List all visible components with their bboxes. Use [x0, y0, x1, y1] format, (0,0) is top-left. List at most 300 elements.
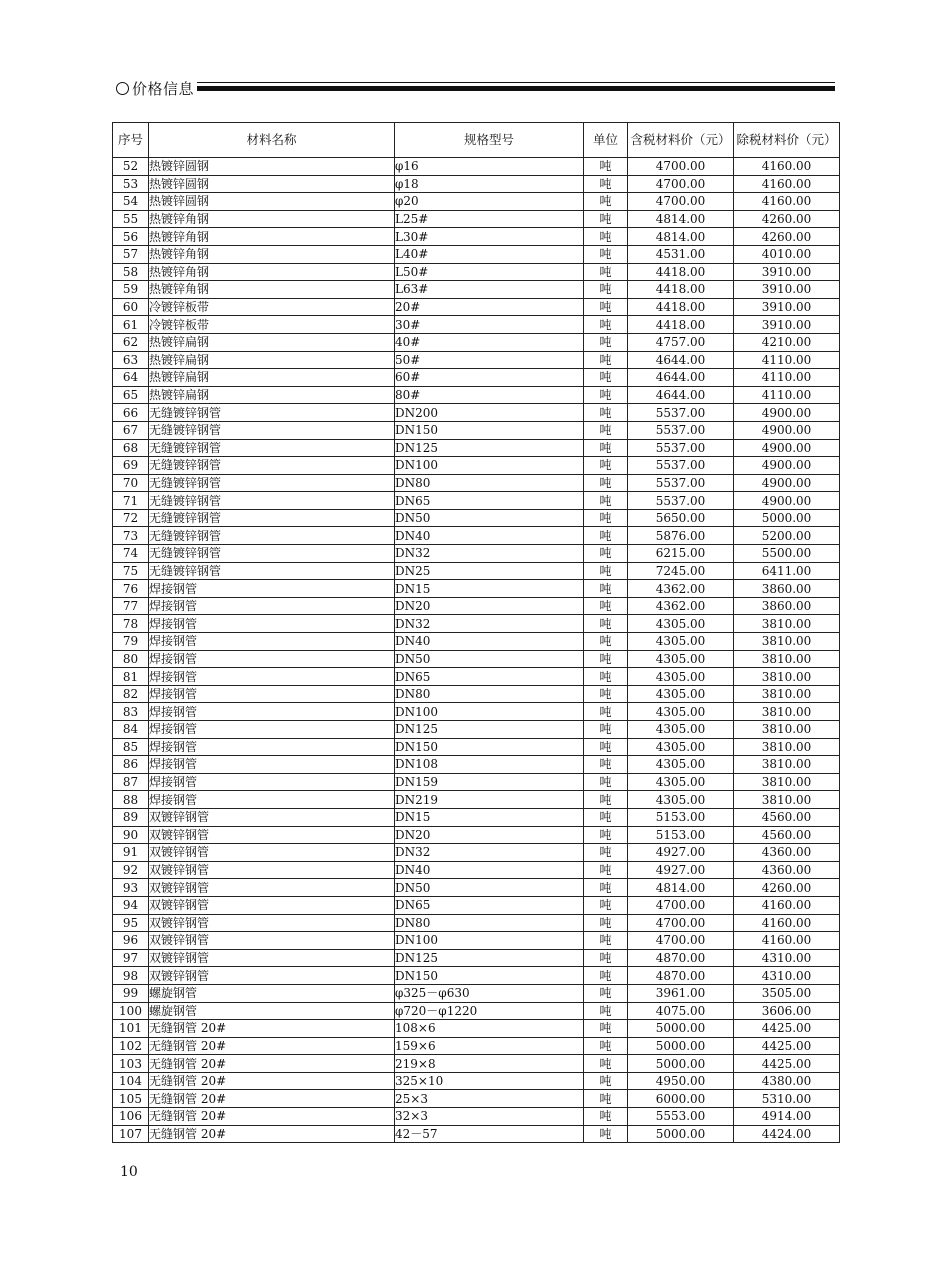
row-index: 84 — [113, 721, 149, 739]
price-tax-incl: 6000.00 — [628, 1090, 734, 1108]
table-row — [113, 228, 840, 246]
material-name: 无缝镀锌钢管 — [149, 562, 395, 580]
unit: 吨 — [584, 457, 628, 475]
material-name: 双镀锌钢管 — [149, 861, 395, 879]
row-index: 77 — [113, 597, 149, 615]
spec-model: 20# — [395, 298, 584, 316]
row-index: 55 — [113, 210, 149, 228]
price-tax-incl: 5153.00 — [628, 826, 734, 844]
unit: 吨 — [584, 158, 628, 176]
table-row — [113, 1037, 840, 1055]
price-tax-excl: 4110.00 — [734, 369, 840, 387]
table-row — [113, 949, 840, 967]
price-tax-excl: 5500.00 — [734, 545, 840, 563]
spec-model: DN20 — [395, 826, 584, 844]
unit: 吨 — [584, 861, 628, 879]
row-index: 98 — [113, 967, 149, 985]
spec-model: L63# — [395, 281, 584, 299]
material-name: 热镀锌角钢 — [149, 245, 395, 263]
table-row — [113, 333, 840, 351]
price-tax-excl: 3810.00 — [734, 668, 840, 686]
price-tax-incl: 5000.00 — [628, 1055, 734, 1073]
table-row — [113, 1090, 840, 1108]
unit: 吨 — [584, 545, 628, 563]
table-row — [113, 210, 840, 228]
price-tax-incl: 4305.00 — [628, 650, 734, 668]
material-name: 焊接钢管 — [149, 703, 395, 721]
unit: 吨 — [584, 263, 628, 281]
material-name: 螺旋钢管 — [149, 1002, 395, 1020]
row-index: 99 — [113, 984, 149, 1002]
row-index: 85 — [113, 738, 149, 756]
material-name: 焊接钢管 — [149, 615, 395, 633]
spec-model: φ16 — [395, 158, 584, 176]
unit: 吨 — [584, 967, 628, 985]
unit: 吨 — [584, 703, 628, 721]
table-row — [113, 844, 840, 862]
unit: 吨 — [584, 298, 628, 316]
price-tax-incl: 4305.00 — [628, 721, 734, 739]
unit: 吨 — [584, 615, 628, 633]
table-row — [113, 984, 840, 1002]
unit: 吨 — [584, 175, 628, 193]
row-index: 66 — [113, 404, 149, 422]
price-tax-excl: 3860.00 — [734, 580, 840, 598]
price-tax-excl: 3810.00 — [734, 791, 840, 809]
material-name: 无缝钢管 20# — [149, 1108, 395, 1126]
spec-model: DN80 — [395, 914, 584, 932]
unit: 吨 — [584, 474, 628, 492]
price-tax-incl: 4870.00 — [628, 967, 734, 985]
spec-model: DN125 — [395, 439, 584, 457]
row-index: 78 — [113, 615, 149, 633]
spec-model: φ18 — [395, 175, 584, 193]
table-row — [113, 263, 840, 281]
spec-model: DN108 — [395, 756, 584, 774]
spec-model: 42－57 — [395, 1125, 584, 1143]
price-tax-excl: 4360.00 — [734, 844, 840, 862]
material-name: 热镀锌角钢 — [149, 263, 395, 281]
price-tax-excl: 4424.00 — [734, 1125, 840, 1143]
row-index: 57 — [113, 245, 149, 263]
price-tax-excl: 4210.00 — [734, 333, 840, 351]
unit: 吨 — [584, 633, 628, 651]
spec-model: DN150 — [395, 967, 584, 985]
price-tax-incl: 5000.00 — [628, 1020, 734, 1038]
unit: 吨 — [584, 791, 628, 809]
table-row — [113, 509, 840, 527]
row-index: 93 — [113, 879, 149, 897]
spec-model: 108×6 — [395, 1020, 584, 1038]
table-row — [113, 650, 840, 668]
price-tax-incl: 5537.00 — [628, 457, 734, 475]
unit: 吨 — [584, 492, 628, 510]
table-row — [113, 492, 840, 510]
spec-model: L25# — [395, 210, 584, 228]
material-name: 热镀锌扁钢 — [149, 333, 395, 351]
row-index: 56 — [113, 228, 149, 246]
spec-model: DN200 — [395, 404, 584, 422]
unit: 吨 — [584, 650, 628, 668]
material-name: 双镀锌钢管 — [149, 967, 395, 985]
price-tax-incl: 5650.00 — [628, 509, 734, 527]
row-index: 105 — [113, 1090, 149, 1108]
price-tax-excl: 4900.00 — [734, 492, 840, 510]
row-index: 54 — [113, 193, 149, 211]
row-index: 74 — [113, 545, 149, 563]
table-row — [113, 932, 840, 950]
material-name: 双镀锌钢管 — [149, 879, 395, 897]
price-tax-excl: 4425.00 — [734, 1055, 840, 1073]
spec-model: L50# — [395, 263, 584, 281]
material-name: 热镀锌扁钢 — [149, 351, 395, 369]
price-tax-excl: 3860.00 — [734, 597, 840, 615]
price-tax-excl: 4010.00 — [734, 245, 840, 263]
unit: 吨 — [584, 826, 628, 844]
table-row — [113, 580, 840, 598]
table-row — [113, 386, 840, 404]
row-index: 64 — [113, 369, 149, 387]
material-name: 焊接钢管 — [149, 738, 395, 756]
row-index: 73 — [113, 527, 149, 545]
spec-model: DN65 — [395, 492, 584, 510]
price-tax-excl: 3910.00 — [734, 316, 840, 334]
material-name: 热镀锌圆钢 — [149, 175, 395, 193]
spec-model: DN65 — [395, 896, 584, 914]
table-row — [113, 193, 840, 211]
price-tax-incl: 4814.00 — [628, 210, 734, 228]
unit: 吨 — [584, 509, 628, 527]
unit: 吨 — [584, 580, 628, 598]
price-tax-incl: 4700.00 — [628, 175, 734, 193]
price-tax-excl: 4360.00 — [734, 861, 840, 879]
header-rule — [197, 82, 835, 92]
material-name: 无缝镀锌钢管 — [149, 545, 395, 563]
unit: 吨 — [584, 351, 628, 369]
unit: 吨 — [584, 721, 628, 739]
table-row — [113, 1125, 840, 1143]
material-name: 焊接钢管 — [149, 791, 395, 809]
price-tax-excl: 4160.00 — [734, 158, 840, 176]
material-name: 双镀锌钢管 — [149, 949, 395, 967]
spec-model: DN32 — [395, 545, 584, 563]
price-tax-incl: 4305.00 — [628, 756, 734, 774]
table-row — [113, 597, 840, 615]
table-row — [113, 1072, 840, 1090]
spec-model: DN150 — [395, 738, 584, 756]
table-row — [113, 158, 840, 176]
material-name: 无缝镀锌钢管 — [149, 509, 395, 527]
row-index: 87 — [113, 773, 149, 791]
material-name: 双镀锌钢管 — [149, 932, 395, 950]
row-index: 83 — [113, 703, 149, 721]
price-tax-incl: 4927.00 — [628, 861, 734, 879]
column-header-unit: 单位 — [584, 123, 628, 158]
price-tax-excl: 3810.00 — [734, 615, 840, 633]
unit: 吨 — [584, 808, 628, 826]
spec-model: φ20 — [395, 193, 584, 211]
spec-model: DN40 — [395, 527, 584, 545]
unit: 吨 — [584, 756, 628, 774]
row-index: 107 — [113, 1125, 149, 1143]
row-index: 71 — [113, 492, 149, 510]
material-name: 焊接钢管 — [149, 650, 395, 668]
spec-model: 159×6 — [395, 1037, 584, 1055]
row-index: 81 — [113, 668, 149, 686]
table-row — [113, 738, 840, 756]
row-index: 88 — [113, 791, 149, 809]
table-row — [113, 1055, 840, 1073]
spec-model: DN159 — [395, 773, 584, 791]
price-tax-incl: 5537.00 — [628, 421, 734, 439]
spec-model: DN40 — [395, 633, 584, 651]
unit: 吨 — [584, 245, 628, 263]
price-tax-incl: 4418.00 — [628, 263, 734, 281]
unit: 吨 — [584, 685, 628, 703]
price-tax-excl: 4425.00 — [734, 1020, 840, 1038]
unit: 吨 — [584, 738, 628, 756]
unit: 吨 — [584, 421, 628, 439]
price-tax-excl: 3810.00 — [734, 650, 840, 668]
price-tax-incl: 4305.00 — [628, 668, 734, 686]
price-tax-excl: 4380.00 — [734, 1072, 840, 1090]
spec-model: DN100 — [395, 703, 584, 721]
price-tax-excl: 4110.00 — [734, 386, 840, 404]
material-name: 无缝镀锌钢管 — [149, 474, 395, 492]
price-tax-excl: 3606.00 — [734, 1002, 840, 1020]
price-tax-incl: 4305.00 — [628, 703, 734, 721]
price-tax-excl: 3810.00 — [734, 721, 840, 739]
unit: 吨 — [584, 896, 628, 914]
spec-model: 40# — [395, 333, 584, 351]
spec-model: φ720－φ1220 — [395, 1002, 584, 1020]
row-index: 90 — [113, 826, 149, 844]
material-name: 热镀锌圆钢 — [149, 158, 395, 176]
price-tax-excl: 4560.00 — [734, 808, 840, 826]
spec-model: DN125 — [395, 949, 584, 967]
header-rule-thick — [197, 86, 835, 91]
unit: 吨 — [584, 773, 628, 791]
price-tax-excl: 5200.00 — [734, 527, 840, 545]
price-tax-excl: 3810.00 — [734, 773, 840, 791]
material-name: 冷镀锌板带 — [149, 316, 395, 334]
row-index: 100 — [113, 1002, 149, 1020]
unit: 吨 — [584, 1125, 628, 1143]
material-name: 无缝钢管 20# — [149, 1020, 395, 1038]
material-name: 热镀锌圆钢 — [149, 193, 395, 211]
row-index: 104 — [113, 1072, 149, 1090]
spec-model: φ325－φ630 — [395, 984, 584, 1002]
material-name: 热镀锌角钢 — [149, 281, 395, 299]
spec-model: DN100 — [395, 457, 584, 475]
price-tax-excl: 3910.00 — [734, 281, 840, 299]
unit: 吨 — [584, 1020, 628, 1038]
unit: 吨 — [584, 281, 628, 299]
price-tax-incl: 4418.00 — [628, 281, 734, 299]
price-tax-incl: 4700.00 — [628, 896, 734, 914]
price-tax-excl: 4425.00 — [734, 1037, 840, 1055]
price-tax-incl: 4814.00 — [628, 879, 734, 897]
row-index: 82 — [113, 685, 149, 703]
price-tax-excl: 4900.00 — [734, 421, 840, 439]
column-header-price-tax-incl: 含税材料价（元） — [628, 123, 734, 158]
row-index: 92 — [113, 861, 149, 879]
spec-model: 80# — [395, 386, 584, 404]
table-row — [113, 1002, 840, 1020]
price-tax-incl: 4362.00 — [628, 597, 734, 615]
table-row — [113, 404, 840, 422]
spec-model: 60# — [395, 369, 584, 387]
price-tax-incl: 4927.00 — [628, 844, 734, 862]
material-name: 焊接钢管 — [149, 633, 395, 651]
unit: 吨 — [584, 527, 628, 545]
price-tax-excl: 4160.00 — [734, 932, 840, 950]
price-tax-excl: 3810.00 — [734, 756, 840, 774]
table-row — [113, 773, 840, 791]
material-name: 无缝镀锌钢管 — [149, 492, 395, 510]
row-index: 61 — [113, 316, 149, 334]
price-tax-excl: 3810.00 — [734, 685, 840, 703]
section-title: 价格信息 — [132, 79, 195, 98]
row-index: 75 — [113, 562, 149, 580]
price-tax-incl: 4700.00 — [628, 932, 734, 950]
row-index: 62 — [113, 333, 149, 351]
spec-model: DN20 — [395, 597, 584, 615]
spec-model: DN32 — [395, 615, 584, 633]
table-row — [113, 826, 840, 844]
table-row — [113, 545, 840, 563]
price-tax-incl: 5000.00 — [628, 1037, 734, 1055]
unit: 吨 — [584, 562, 628, 580]
unit: 吨 — [584, 1108, 628, 1126]
unit: 吨 — [584, 1055, 628, 1073]
row-index: 52 — [113, 158, 149, 176]
row-index: 59 — [113, 281, 149, 299]
price-tax-excl: 4310.00 — [734, 967, 840, 985]
price-table — [112, 122, 840, 1143]
price-tax-excl: 4900.00 — [734, 404, 840, 422]
spec-model: DN50 — [395, 650, 584, 668]
price-tax-excl: 4900.00 — [734, 474, 840, 492]
price-tax-excl: 4260.00 — [734, 879, 840, 897]
price-tax-excl: 4914.00 — [734, 1108, 840, 1126]
row-index: 103 — [113, 1055, 149, 1073]
price-tax-excl: 3910.00 — [734, 263, 840, 281]
price-tax-incl: 5537.00 — [628, 492, 734, 510]
table-row — [113, 861, 840, 879]
table-row — [113, 721, 840, 739]
unit: 吨 — [584, 879, 628, 897]
price-tax-incl: 7245.00 — [628, 562, 734, 580]
material-name: 无缝钢管 20# — [149, 1037, 395, 1055]
spec-model: DN150 — [395, 421, 584, 439]
price-tax-excl: 4160.00 — [734, 193, 840, 211]
price-tax-excl: 4110.00 — [734, 351, 840, 369]
unit: 吨 — [584, 984, 628, 1002]
column-header-material-name: 材料名称 — [149, 123, 395, 158]
table-row — [113, 668, 840, 686]
table-row — [113, 1108, 840, 1126]
table-row — [113, 685, 840, 703]
table-row — [113, 633, 840, 651]
price-tax-incl: 6215.00 — [628, 545, 734, 563]
table-row — [113, 298, 840, 316]
unit: 吨 — [584, 844, 628, 862]
unit: 吨 — [584, 668, 628, 686]
row-index: 70 — [113, 474, 149, 492]
row-index: 102 — [113, 1037, 149, 1055]
price-tax-excl: 5000.00 — [734, 509, 840, 527]
spec-model: 30# — [395, 316, 584, 334]
unit: 吨 — [584, 210, 628, 228]
circle-icon — [116, 82, 129, 95]
price-tax-incl: 5537.00 — [628, 404, 734, 422]
material-name: 无缝镀锌钢管 — [149, 439, 395, 457]
price-tax-excl: 4560.00 — [734, 826, 840, 844]
table-row — [113, 175, 840, 193]
material-name: 双镀锌钢管 — [149, 826, 395, 844]
price-tax-excl: 6411.00 — [734, 562, 840, 580]
table-row — [113, 896, 840, 914]
spec-model: 50# — [395, 351, 584, 369]
table-row — [113, 439, 840, 457]
table-row — [113, 791, 840, 809]
material-name: 螺旋钢管 — [149, 984, 395, 1002]
price-tax-incl: 4644.00 — [628, 369, 734, 387]
price-tax-incl: 4950.00 — [628, 1072, 734, 1090]
row-index: 80 — [113, 650, 149, 668]
section-header — [116, 76, 194, 100]
price-tax-excl: 4260.00 — [734, 228, 840, 246]
price-tax-excl: 4160.00 — [734, 896, 840, 914]
spec-model: DN80 — [395, 685, 584, 703]
price-tax-incl: 5537.00 — [628, 474, 734, 492]
spec-model: DN40 — [395, 861, 584, 879]
unit: 吨 — [584, 404, 628, 422]
price-tax-excl: 3810.00 — [734, 703, 840, 721]
column-header-price-tax-excl: 除税材料价（元） — [734, 123, 840, 158]
price-tax-incl: 4814.00 — [628, 228, 734, 246]
material-name: 热镀锌扁钢 — [149, 369, 395, 387]
price-tax-incl: 4418.00 — [628, 316, 734, 334]
material-name: 无缝镀锌钢管 — [149, 457, 395, 475]
unit: 吨 — [584, 228, 628, 246]
column-header-spec: 规格型号 — [395, 123, 584, 158]
unit: 吨 — [584, 914, 628, 932]
unit: 吨 — [584, 333, 628, 351]
material-name: 无缝钢管 20# — [149, 1090, 395, 1108]
price-tax-incl: 4305.00 — [628, 633, 734, 651]
unit: 吨 — [584, 1072, 628, 1090]
row-index: 97 — [113, 949, 149, 967]
spec-model: DN219 — [395, 791, 584, 809]
unit: 吨 — [584, 949, 628, 967]
unit: 吨 — [584, 439, 628, 457]
price-tax-incl: 5553.00 — [628, 1108, 734, 1126]
unit: 吨 — [584, 932, 628, 950]
unit: 吨 — [584, 1090, 628, 1108]
page-number: 10 — [120, 1164, 138, 1180]
material-name: 焊接钢管 — [149, 756, 395, 774]
price-tax-incl: 4700.00 — [628, 193, 734, 211]
material-name: 无缝钢管 20# — [149, 1072, 395, 1090]
material-name: 热镀锌角钢 — [149, 210, 395, 228]
row-index: 69 — [113, 457, 149, 475]
table-row — [113, 703, 840, 721]
price-tax-incl: 4305.00 — [628, 773, 734, 791]
row-index: 67 — [113, 421, 149, 439]
price-tax-excl: 4160.00 — [734, 914, 840, 932]
